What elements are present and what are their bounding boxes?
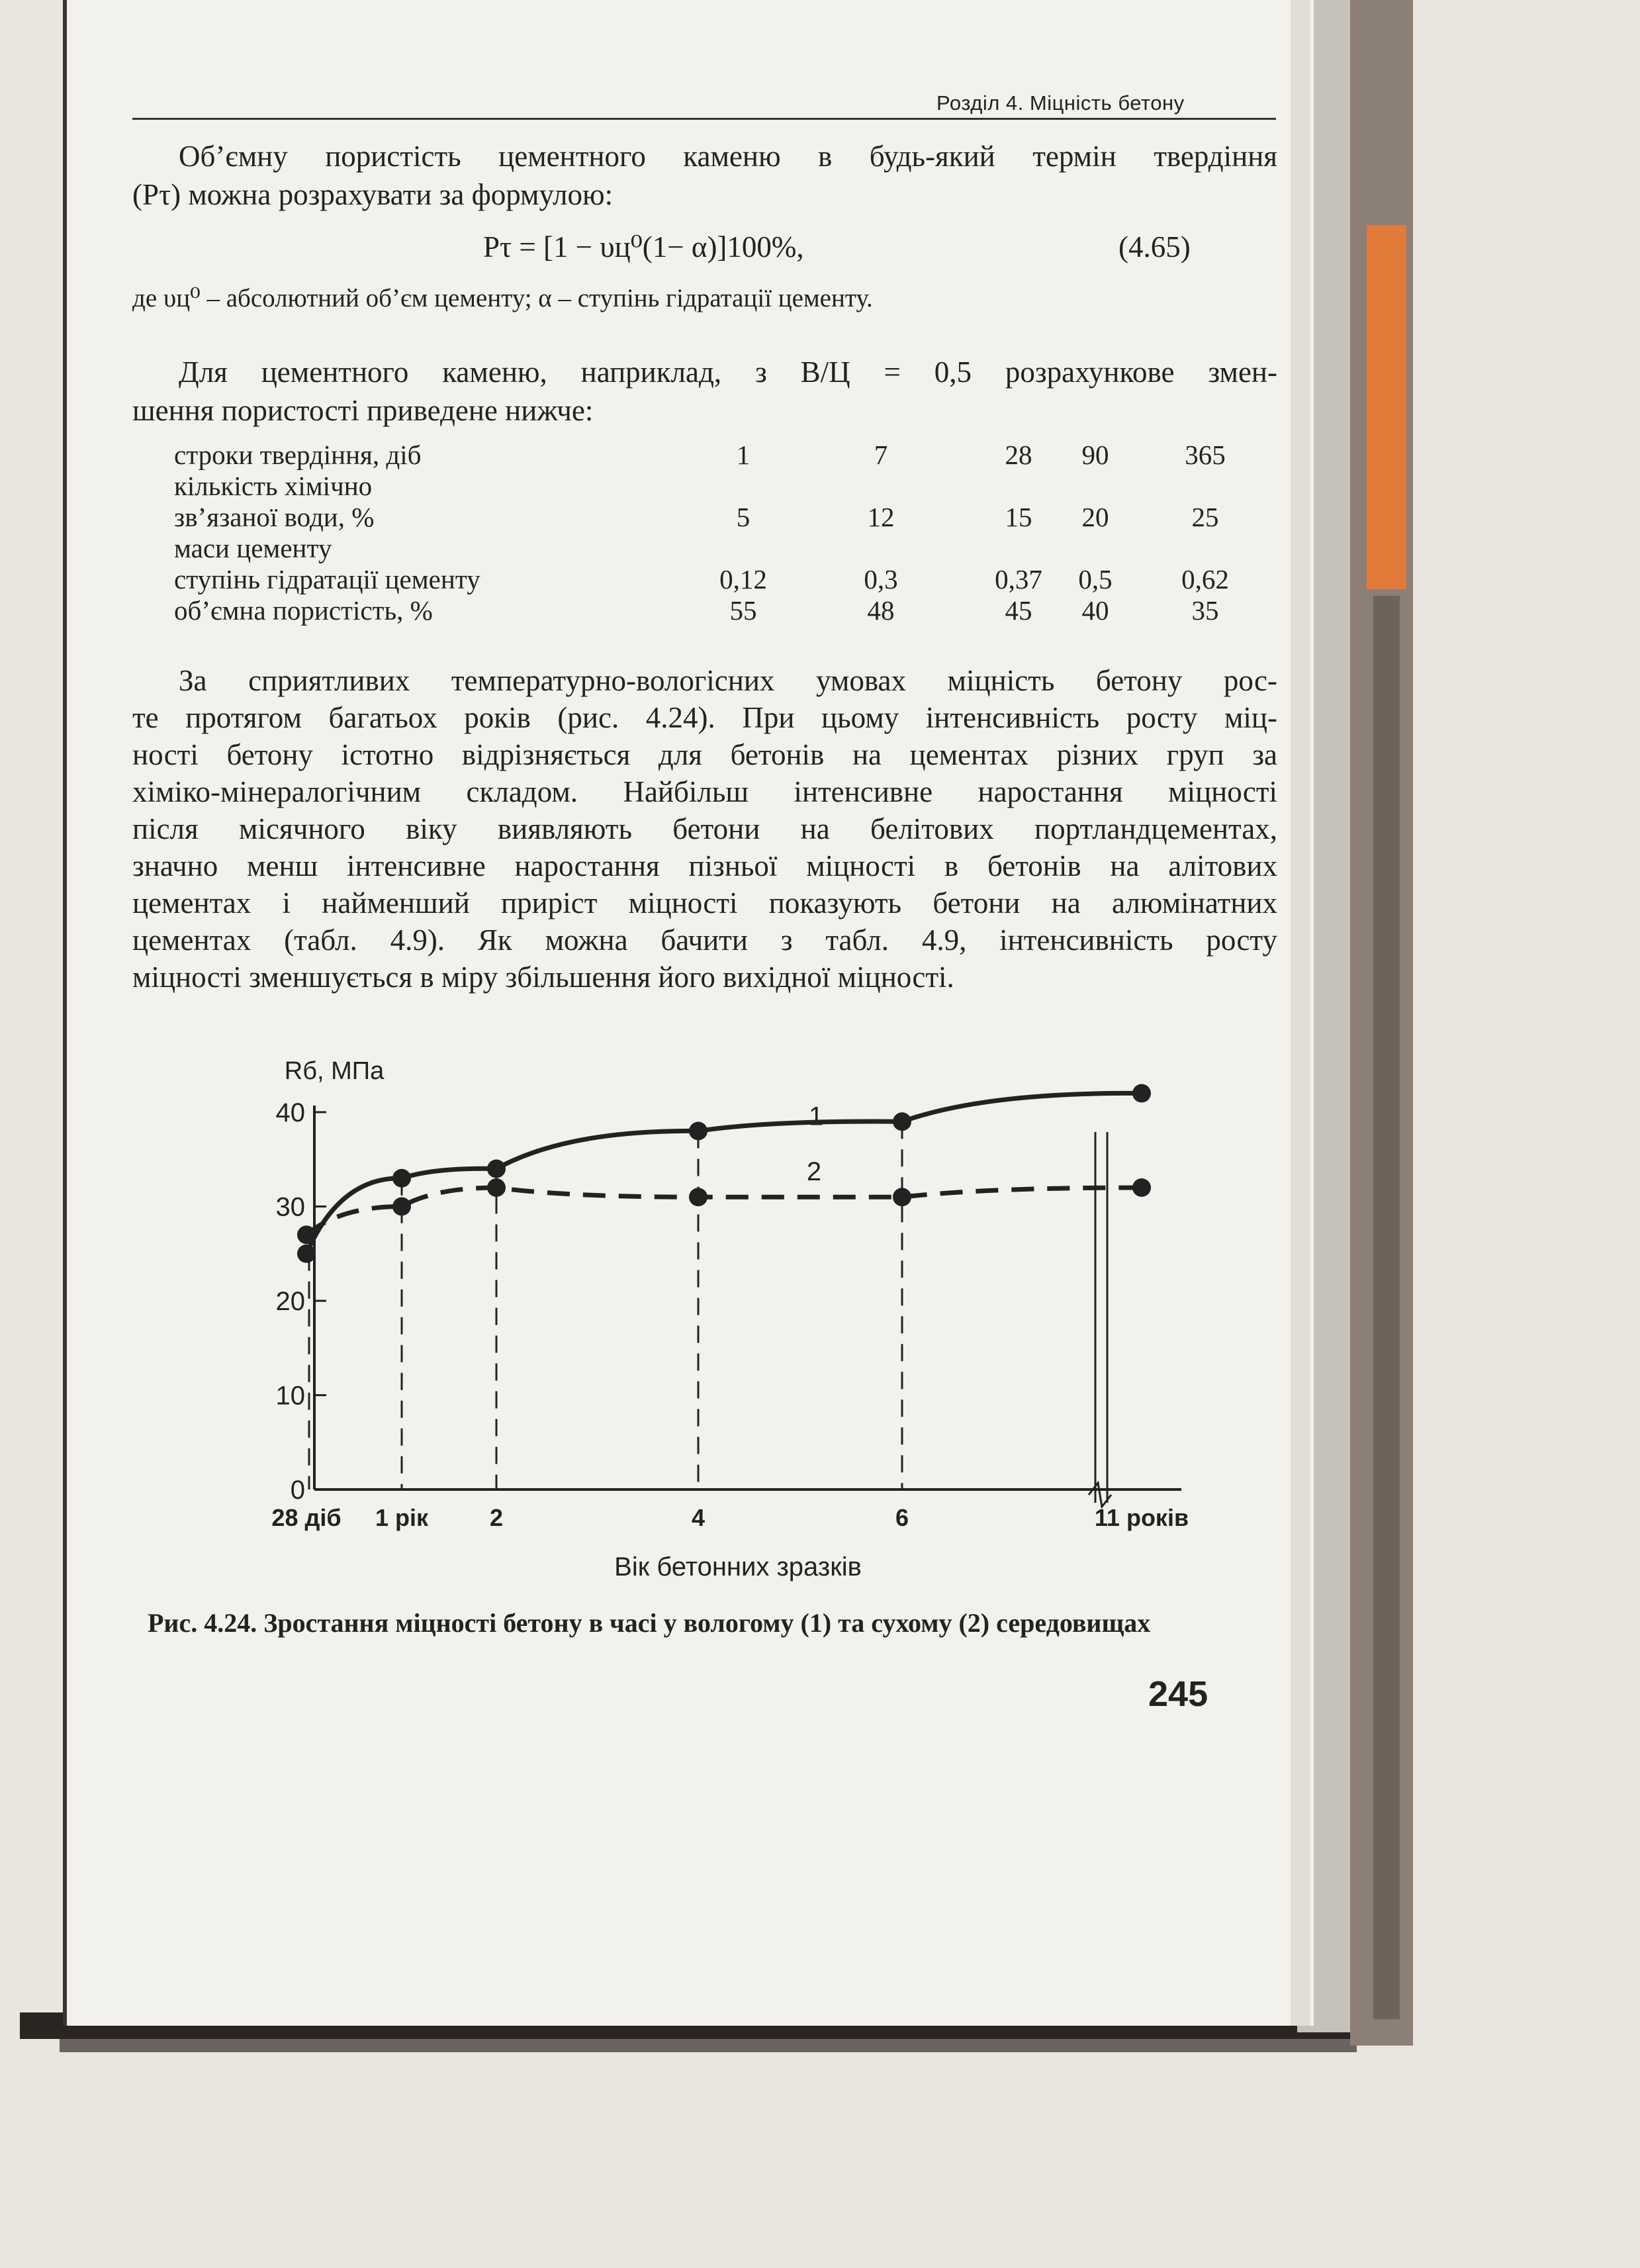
table-cell: 0,37 <box>995 564 1042 594</box>
series-line-2 <box>306 1188 1142 1235</box>
table-cell: 15 <box>1005 502 1032 532</box>
hardening-data-table <box>174 440 1269 626</box>
table-cell: 0,3 <box>864 564 898 594</box>
y-tick-label: 20 <box>275 1287 305 1316</box>
paragraph-line: (Pτ) можна розрахувати за формулою: <box>132 178 614 211</box>
data-point-series-2 <box>297 1225 316 1244</box>
table-row-label: кількість хімічно <box>174 471 373 501</box>
paragraph-line: шення пористості приведене нижче: <box>132 394 594 427</box>
table-cell: 28 <box>1005 440 1032 470</box>
table-cell: 7 <box>874 440 888 470</box>
series-label-2: 2 <box>806 1157 822 1186</box>
table-row-label: маси цементу <box>174 533 332 563</box>
formula-explanation: де υц⁰ – абсолютний об’єм цементу; α – ступінь гідратації цементу. <box>132 284 873 312</box>
table-cell: 20 <box>1081 502 1109 532</box>
data-point-series-1 <box>297 1245 316 1263</box>
table-cell: 48 <box>867 595 895 626</box>
paragraph-line: те протягом багатьох років (рис. 4.24). При цьому інтенсивність росту міц- <box>132 701 1277 734</box>
y-tick-label: 0 <box>290 1476 305 1505</box>
x-tick-label: 11 років <box>1094 1504 1189 1531</box>
table-row-label: ступінь гідратації цементу <box>174 564 480 594</box>
series-line-1 <box>306 1093 1142 1253</box>
series-label-1: 1 <box>808 1102 824 1131</box>
table-row <box>174 564 1269 595</box>
table-cell: 0,12 <box>719 564 767 594</box>
y-tick-label: 40 <box>275 1098 305 1127</box>
table-cell: 35 <box>1191 595 1219 626</box>
data-point-series-2 <box>689 1188 707 1206</box>
data-point-series-2 <box>487 1178 506 1197</box>
x-tick-label: 6 <box>895 1504 909 1531</box>
book-page <box>63 0 1300 2268</box>
table-row <box>174 471 1269 502</box>
x-tick-label: 28 діб <box>271 1504 342 1531</box>
x-axis-label: Вік бетонних зразків <box>614 1552 862 1582</box>
formula-number: (4.65) <box>1118 230 1191 263</box>
data-point-series-1 <box>392 1169 411 1188</box>
page-number: 245 <box>1148 1674 1208 1714</box>
paragraph-line: хіміко-мінералогічним складом. Найбільш інтенсивне наростання міцності <box>132 775 1277 808</box>
table-cell: 365 <box>1185 440 1226 470</box>
table-row <box>174 533 1269 564</box>
table-cell: 0,62 <box>1181 564 1229 594</box>
table-cell: 45 <box>1005 595 1032 626</box>
running-head: Розділ 4. Міцність бетону <box>936 91 1185 115</box>
paragraph-line: після місячного віку виявляють бетони на белітових портландцементах, <box>132 812 1277 845</box>
table-cell: 55 <box>729 595 757 626</box>
table-cell: 5 <box>736 502 751 532</box>
table-cell: 25 <box>1191 502 1219 532</box>
table-cell: 1 <box>736 440 751 470</box>
paragraph-line: міцності зменшується в міру збільшення його вихідної міцності. <box>132 961 954 994</box>
data-point-series-1 <box>487 1160 506 1178</box>
table-cell: 12 <box>867 502 895 532</box>
x-tick-label: 1 рік <box>375 1504 429 1531</box>
table-row-label: об’ємна пористість, % <box>174 595 433 626</box>
table-cell: 90 <box>1081 440 1109 470</box>
data-point-series-2 <box>893 1188 911 1206</box>
table-row-label: зв’язаної води, % <box>174 502 375 532</box>
data-point-series-1 <box>689 1122 707 1141</box>
paragraph-line: ності бетону істотно відрізняється для бетонів на цементах різних груп за <box>132 738 1277 771</box>
paragraph-line: Об’ємну пористість цементного каменю в будь-який термін твердіння <box>179 140 1277 173</box>
strength-growth-chart <box>162 1053 1254 1615</box>
table-row <box>174 595 1269 626</box>
table-row <box>174 502 1269 533</box>
data-point-series-1 <box>893 1112 911 1131</box>
data-point-series-2 <box>1132 1178 1151 1197</box>
data-point-series-1 <box>1132 1084 1151 1103</box>
table-cell: 40 <box>1081 595 1109 626</box>
x-tick-label: 4 <box>691 1504 706 1531</box>
x-tick-label: 2 <box>489 1504 504 1531</box>
header-rule <box>132 118 1276 120</box>
data-point-series-2 <box>392 1198 411 1216</box>
formula: Pτ = [1 − υц⁰(1− α)]100%, <box>483 230 804 263</box>
table-cell: 0,5 <box>1078 564 1113 594</box>
y-tick-label: 30 <box>275 1192 305 1222</box>
paragraph-line: цементах і найменший приріст міцності показують бетони на алюмінатних <box>132 886 1277 920</box>
paragraph-line: значно менш інтенсивне наростання пізньої міцності в бетонів на алітових <box>132 849 1277 882</box>
table-row-label: строки твердіння, діб <box>174 440 422 470</box>
y-tick-label: 10 <box>275 1381 305 1411</box>
paragraph-line: Для цементного каменю, наприклад, з В/Ц = 0,5 розрахункове змен- <box>179 355 1277 389</box>
table-row <box>174 440 1269 471</box>
paragraph-line: цементах (табл. 4.9). Як можна бачити з табл. 4.9, інтенсивність росту <box>132 923 1277 957</box>
paragraph-line: За сприятливих температурно-вологісних умовах міцність бетону рос- <box>179 664 1277 697</box>
y-axis-label: Rб, МПа <box>284 1057 385 1085</box>
figure-caption: Рис. 4.24. Зростання міцності бетону в часі у вологому (1) та сухому (2) середовищах <box>148 1608 1151 1638</box>
